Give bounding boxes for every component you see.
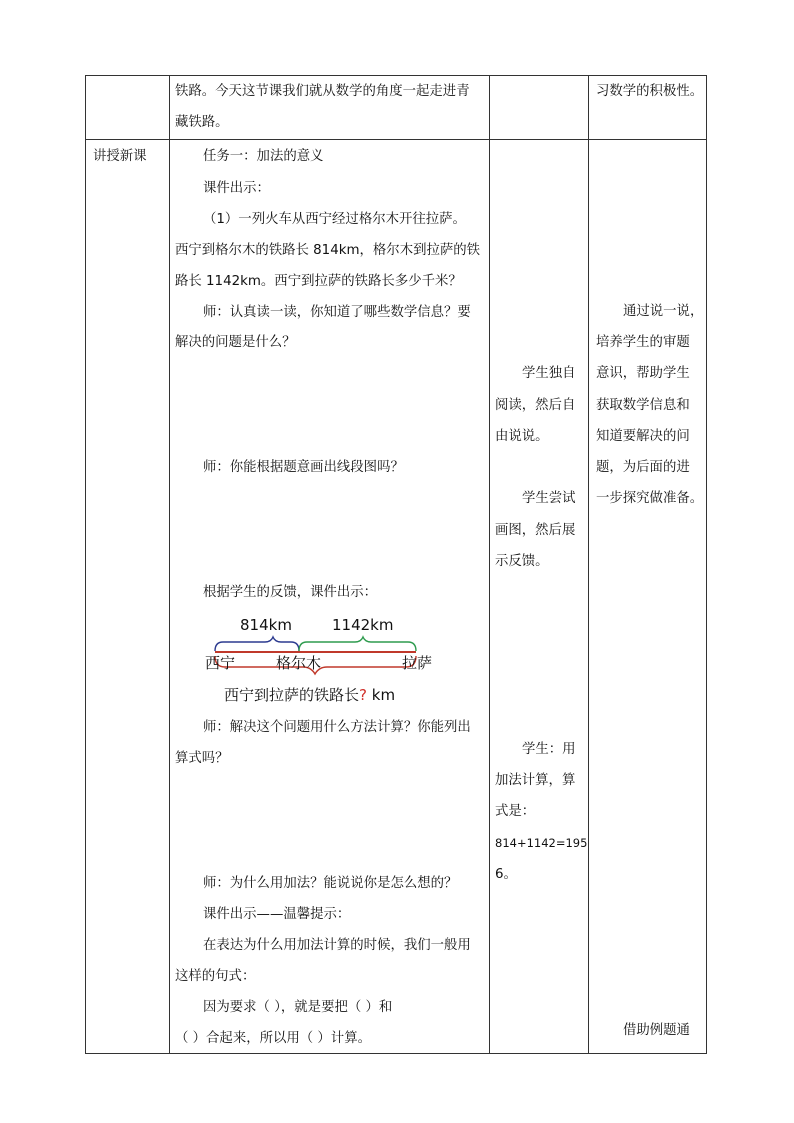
student-line: 画图，然后展 — [495, 523, 576, 538]
content-line: 课件出示： — [203, 181, 270, 196]
point-golmud: 格尔木 — [276, 654, 322, 672]
purpose-line: 题，为后面的进 — [596, 460, 690, 475]
line-segment-diagram — [205, 612, 445, 708]
segment-label-1142: 1142km — [332, 616, 394, 634]
total-length-label — [224, 686, 395, 705]
point-xining: 西宁 — [205, 654, 236, 672]
content-line: 在表达为什么用加法计算的时候，我们一般用 — [203, 938, 471, 953]
purpose-line: 一步探究做准备。 — [596, 491, 704, 506]
content-line: 铁路。今天这节课我们就从数学的角度一起走进青 — [175, 84, 470, 99]
content-line: 师：为什么用加法？能说说你是怎么想的？ — [203, 876, 458, 891]
student-line: 加法计算，算 — [495, 773, 576, 788]
total-text: 西宁到拉萨的铁路长 — [224, 686, 360, 704]
student-line: 式是： — [495, 804, 536, 819]
purpose-line: 意识，帮助学生 — [596, 366, 690, 381]
table-border-bottom — [85, 1053, 707, 1054]
purpose-line: 借助例题通 — [623, 1023, 690, 1038]
table-border-left — [85, 75, 86, 1054]
unit-text: km — [366, 686, 396, 704]
section-label: 讲授新课 — [93, 149, 147, 164]
content-line: 解决的问题是什么？ — [175, 335, 296, 350]
student-formula: 814+1142=195 — [495, 836, 588, 850]
question-mark: ? — [359, 686, 367, 704]
purpose-line: 习数学的积极性。 — [596, 84, 704, 99]
student-line: 由说说。 — [495, 429, 549, 444]
table-border-top — [85, 75, 707, 76]
segment-label-814: 814km — [240, 616, 292, 634]
content-line: 师：认真读一读，你知道了哪些数学信息？要 — [203, 305, 471, 320]
column-divider — [489, 75, 490, 1054]
column-divider — [588, 75, 589, 1054]
purpose-line: 知道要解决的问 — [596, 429, 690, 444]
content-line: 因为要求（ ），就是要把（ ）和 — [203, 1000, 393, 1015]
student-line: 学生独自 — [522, 366, 576, 381]
purpose-line: 培养学生的审题 — [596, 335, 690, 350]
content-line: 师：解决这个问题用什么方法计算？你能列出 — [203, 720, 471, 735]
column-divider — [169, 75, 170, 1054]
content-line: 西宁到格尔木的铁路长 814km，格尔木到拉萨的铁 — [175, 243, 481, 258]
brace-segment-1 — [215, 637, 299, 651]
point-lhasa: 拉萨 — [402, 654, 433, 672]
student-line: 示反馈。 — [495, 554, 549, 569]
content-line: 藏铁路。 — [175, 115, 229, 130]
task-title: 任务一：加法的意义 — [203, 149, 324, 164]
brace-segment-2 — [299, 637, 416, 651]
row-divider — [85, 139, 707, 140]
student-line: 学生尝试 — [522, 491, 576, 506]
content-line: （1）一列火车从西宁经过格尔木开往拉萨。 — [203, 212, 466, 227]
content-line: 算式吗？ — [175, 751, 229, 766]
content-line: 课件出示——温馨提示： — [203, 907, 351, 922]
content-line: 师：你能根据题意画出线段图吗？ — [203, 460, 404, 475]
student-line: 6。 — [495, 867, 517, 882]
content-line: 根据学生的反馈，课件出示： — [203, 585, 378, 600]
student-line: 阅读，然后自 — [495, 398, 576, 413]
content-line: 这样的句式： — [175, 969, 256, 984]
purpose-line: 通过说一说， — [623, 304, 704, 319]
purpose-line: 获取数学信息和 — [596, 398, 690, 413]
content-line: 路长 1142km。西宁到拉萨的铁路长多少千米？ — [175, 274, 462, 289]
content-line: （ ）合起来，所以用（ ）计算。 — [175, 1031, 371, 1046]
table-border-right — [706, 75, 707, 1054]
student-line: 学生：用 — [522, 742, 576, 757]
